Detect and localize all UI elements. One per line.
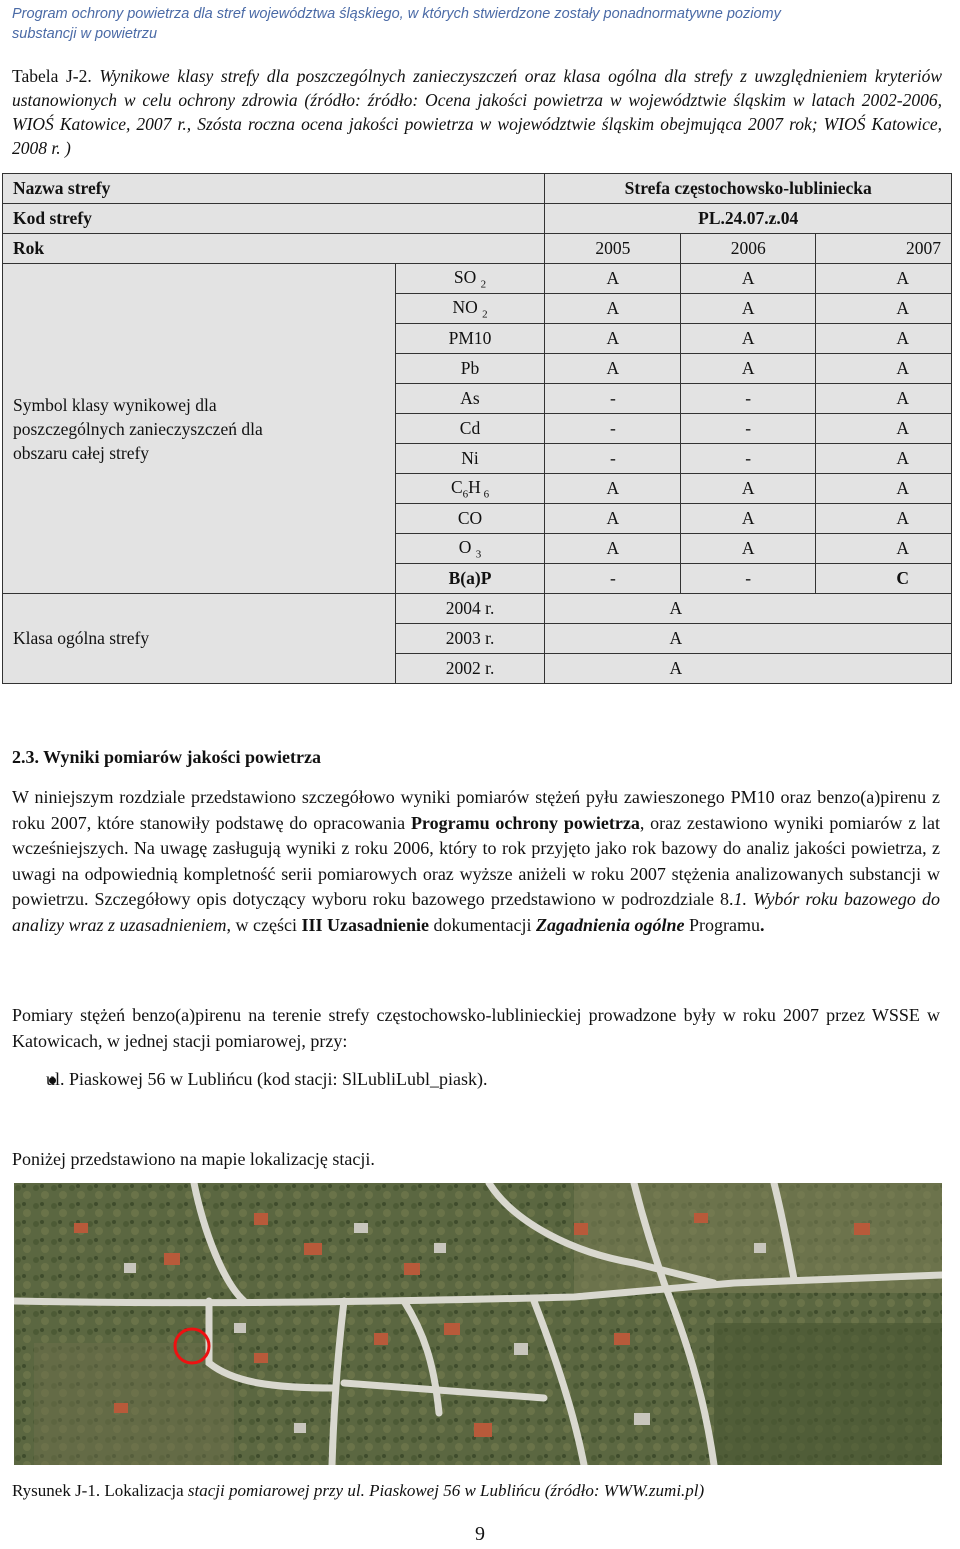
caption-text: Wynikowe klasy strefy dla poszczególnych zanieczyszczeń oraz klasa ogólna dla strefy z uwzględnieniem kryteriów ustanowionych w celu ochrony zdrowia (źródło: źródło: Ocena jakości powietrza w województwie śląskim w latach 2002-2006, WIOŚ Katowice, 2007 r., Szósta roczna ocena jakości powietrza w województwie śląskim obejmująca 2007 rok; WIOŚ Katowice, 2008 r. ) [12,66,943,158]
class-value-cell: A [816,294,952,324]
table-row [3,174,952,204]
class-value-cell: A [681,294,816,324]
class-value-cell: A [816,324,952,354]
class-value-cell: - [545,564,681,594]
table-row [3,204,952,234]
page-number: 9 [475,1523,485,1545]
para1-bold: . [760,914,765,935]
para1-text: , oraz zestawiono wyniki pomiarów z lat wcześniejszych. Na uwagę zasługują wyniki z roku 2006, który to rok przyjęto jako rok bazowy do analiz jakości powietrza, z uwagi na odpowiednią kompletność serii pomiarowych oraz wyższe aniżeli w roku 2007 stężenia analizowanych substancji w powietrzu. Szczegółowy opis dotyczący wyboru roku bazowego przedstawiono w podrozdziale 8. [12,812,940,910]
general-class-label: Klasa ogólna strefy [3,594,396,684]
para1-text: W niniejszym rozdziale przedstawiono szczegółowo wyniki pomiarów stężeń pyłu zawieszonego PM10 oraz benzo(a)pirenu z roku 2007, które stanowiły podstawę do opracowania [12,787,940,833]
class-value-cell: C [816,564,952,594]
satellite-map-image [14,1183,942,1465]
class-value-cell: A [681,264,816,294]
general-year-cell: 2003 r. [395,624,545,654]
section-title: 2.3. Wyniki pomiarów jakości powietrza [12,747,321,767]
general-class-value: A [545,624,952,654]
class-value-cell: - [545,444,681,474]
class-value-cell: A [545,324,681,354]
class-value-cell: A [545,504,681,534]
figure-caption [12,1481,704,1501]
class-value-cell: A [681,504,816,534]
pollutant-cell: CO [395,504,545,534]
table-row [3,234,952,264]
table-row [3,264,952,294]
class-value-cell: A [681,474,816,504]
class-value-cell: A [545,474,681,504]
para1-text: dokumentacji [429,914,536,935]
pollutant-cell: Ni [395,444,545,474]
pollutant-cell: As [395,384,545,414]
class-value-cell: A [816,414,952,444]
para1-italic: 1. Wybór roku bazowego do analizy wraz z uzasadnieniem [12,889,940,935]
class-value-cell: A [816,474,952,504]
general-year-cell: 2002 r. [395,654,545,684]
para1-bold: III Uzasadnienie [301,914,430,935]
pollutant-cell: PM10 [395,324,545,354]
year-cell: 2006 [681,234,816,264]
zone-name: Strefa częstochowsko-lubliniecka [545,174,952,204]
pollutant-cell: NO $_2$ [395,294,545,324]
class-value-cell: A [681,354,816,384]
class-value-cell: - [681,444,816,474]
year-cell: 2007 [816,234,952,264]
para1-bold: Programu ochrony powietrza [410,812,640,833]
class-value-cell: A [545,294,681,324]
header-line-1: Program ochrony powietrza dla stref województwa śląskiego, w których stwierdzone zostały ponadnormatywne poziomy [12,6,781,22]
bullet-item: ul. Piaskowej 56 w Lublińcu (kod stacji: SlLubliLubl_piask). [46,1069,488,1089]
general-class-value: A [545,654,952,684]
pollutant-cell: $C_6H$ $_6$ [395,474,545,504]
figure-caption-text: stacji pomiarowej przy ul. Piaskowej 56 w Lublińcu (źródło: WWW.zumi.pl) [187,1481,705,1500]
para1-bold-italic: Zagadnienia ogólne [536,914,685,935]
zone-code-label: Kod strefy [3,204,545,234]
class-value-cell: A [681,534,816,564]
pollutant-cell: O $_3$ [395,534,545,564]
classification-table [2,173,952,684]
pollutant-cell: B(a)P [395,564,545,594]
general-class-value: A [545,594,952,624]
class-value-cell: A [681,324,816,354]
paragraph-1 [12,785,940,939]
class-value-cell: A [816,354,952,384]
zone-code: PL.24.07.z.04 [545,204,952,234]
para1-text: , w części [226,914,302,935]
class-value-cell: - [681,384,816,414]
zone-name-label: Nazwa strefy [3,174,545,204]
location-map [14,1183,942,1465]
paragraph-3: Poniżej przedstawiono na mapie lokalizację stacji. [12,1149,375,1169]
class-value-cell: - [545,384,681,414]
class-value-cell: A [816,534,952,564]
class-value-cell: A [816,264,952,294]
year-label: Rok [3,234,545,264]
year-cell: 2005 [545,234,681,264]
general-year-cell: 2004 r. [395,594,545,624]
para1-text: Programu [684,914,761,935]
class-value-cell: A [545,264,681,294]
class-value-cell: A [545,354,681,384]
class-value-cell: - [681,564,816,594]
class-value-cell: A [816,504,952,534]
paragraph-2: Pomiary stężeń benzo(a)pirenu na terenie strefy częstochowsko-lublinieckiej prowadzone były w roku 2007 przez WSSE w Katowicach, w jednej stacji pomiarowej, przy: [12,1005,940,1051]
running-header [12,4,942,44]
class-value-cell: A [816,384,952,414]
table-row [3,594,952,624]
class-value-cell: A [545,534,681,564]
symbol-class-label: Symbol klasy wynikowej dla poszczególnych zanieczyszczeń dla obszaru całej strefy [3,264,396,594]
pollutant-cell: SO $_2$ [395,264,545,294]
pollutant-cell: Pb [395,354,545,384]
header-line-2: substancji w powietrzu [12,26,158,42]
class-value-cell: A [816,444,952,474]
table-caption [12,64,942,160]
pollutant-cell: Cd [395,414,545,444]
class-value-cell: - [545,414,681,444]
class-value-cell: - [681,414,816,444]
figure-caption-label: Rysunek J-1. Lokalizacja [12,1481,188,1500]
caption-label: Tabela J-2. [12,66,92,86]
